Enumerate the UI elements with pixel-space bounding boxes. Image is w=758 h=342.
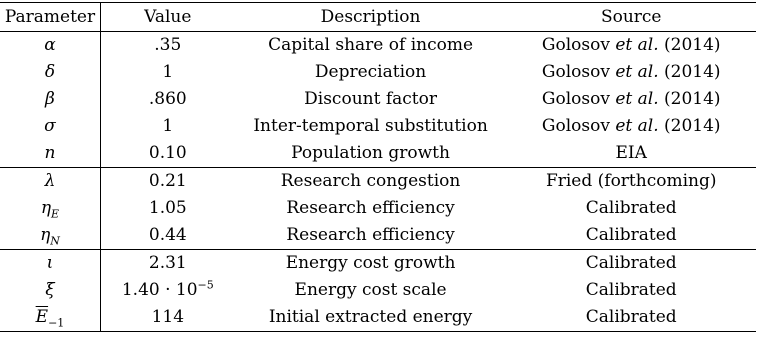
cell-source [506, 250, 756, 278]
value-text: 1 [162, 116, 174, 136]
cell-parameter [0, 113, 100, 140]
cell-parameter [0, 277, 100, 304]
source-italic: et al. [615, 116, 659, 136]
parameter-symbol: E [35, 307, 49, 327]
cell-description: Energy cost growth [235, 250, 507, 278]
parameter-symbol: n [44, 143, 56, 163]
header-description: Description [235, 3, 507, 32]
cell-parameter [0, 250, 100, 278]
table-body [0, 32, 756, 332]
cell-source [506, 168, 756, 196]
source-text: Golosov [541, 62, 616, 82]
header-value: Value [100, 3, 234, 32]
parameter-symbol: δ [44, 62, 56, 82]
table-row [0, 250, 756, 278]
source-year: (2014) [658, 116, 721, 136]
source-italic: et al. [615, 35, 659, 55]
cell-parameter [0, 222, 100, 250]
cell-value [100, 113, 234, 140]
cell-value [100, 222, 234, 250]
cell-description: Research efficiency [286, 198, 455, 218]
cell-value [100, 86, 234, 113]
source-text: Calibrated [585, 307, 677, 327]
value-text: 114 [151, 307, 185, 327]
cell-source [506, 222, 756, 250]
source-text: Calibrated [585, 280, 677, 300]
cell-description: Discount factor [304, 89, 437, 109]
cell-source [506, 195, 756, 222]
source-italic: et al. [615, 62, 659, 82]
table-row [0, 195, 756, 222]
table-row [0, 59, 756, 86]
header-parameter: Parameter [0, 3, 100, 32]
table-row [0, 86, 756, 113]
cell-description: Energy cost scale [294, 280, 447, 300]
source-text: Calibrated [585, 253, 677, 273]
cell-value [100, 140, 234, 168]
parameter-symbol: ι [46, 253, 54, 273]
cell-value [100, 168, 234, 196]
cell-description: Capital share of income [268, 35, 474, 55]
header-row [0, 3, 756, 32]
cell-description: Population growth [291, 143, 450, 163]
value-text: .35 [154, 35, 182, 55]
parameter-symbol: β [45, 89, 55, 109]
cell-source [506, 113, 756, 140]
cell-parameter [0, 168, 100, 196]
source-year: (2014) [658, 62, 721, 82]
value-text: 1.40 · 10 [121, 280, 198, 300]
cell-value [100, 59, 234, 86]
parameter-symbol: σ [44, 116, 56, 136]
cell-parameter [0, 140, 100, 168]
cell-description: Inter-temporal substitution [253, 116, 488, 136]
table-row [0, 277, 756, 304]
cell-value [100, 250, 234, 278]
source-text: EIA [615, 143, 647, 163]
value-exponent: −5 [197, 278, 214, 292]
cell-description: Research efficiency [286, 225, 455, 245]
value-text: .860 [148, 89, 187, 109]
source-text: Golosov [541, 116, 616, 136]
cell-source [506, 140, 756, 168]
parameter-symbol: ξ [45, 280, 55, 300]
value-text: 1.05 [148, 198, 187, 218]
cell-parameter [0, 32, 100, 60]
cell-description: Initial extracted energy [235, 304, 507, 332]
source-text: Golosov [541, 89, 616, 109]
source-italic: et al. [615, 89, 659, 109]
cell-parameter [0, 86, 100, 113]
table-row [0, 304, 756, 332]
cell-value [100, 277, 234, 304]
parameter-symbol: η [40, 225, 51, 245]
value-text: 2.31 [148, 253, 187, 273]
value-text: 0.44 [148, 225, 187, 245]
source-text: Calibrated [585, 198, 677, 218]
cell-value [100, 304, 234, 332]
cell-parameter [0, 195, 100, 222]
cell-description: Research congestion [235, 168, 507, 196]
parameter-table [0, 2, 756, 332]
cell-parameter [0, 304, 100, 332]
table-row [0, 168, 756, 196]
cell-source [506, 86, 756, 113]
cell-value [100, 32, 234, 60]
table-row [0, 32, 756, 60]
source-text: Fried (forthcoming) [545, 171, 717, 191]
parameter-symbol: α [44, 35, 56, 55]
parameter-subscript: N [50, 234, 60, 248]
source-text: Golosov [541, 35, 616, 55]
source-text: Calibrated [585, 225, 677, 245]
value-text: 1 [162, 62, 174, 82]
cell-value [100, 195, 234, 222]
value-text: 0.10 [148, 143, 187, 163]
table-row [0, 113, 756, 140]
cell-parameter [0, 59, 100, 86]
cell-source [506, 277, 756, 304]
parameter-symbol: η [40, 198, 52, 218]
cell-source [506, 32, 756, 60]
table-row [0, 222, 756, 250]
header-source: Source [506, 3, 756, 32]
source-year: (2014) [658, 35, 721, 55]
parameter-subscript: −1 [48, 316, 65, 330]
parameter-symbol: λ [44, 171, 56, 191]
table-row [0, 140, 756, 168]
source-year: (2014) [658, 89, 721, 109]
value-text: 0.21 [148, 171, 187, 191]
parameter-subscript: E [51, 207, 60, 221]
cell-source [506, 59, 756, 86]
table-header [0, 3, 756, 32]
cell-description: Depreciation [314, 62, 427, 82]
cell-source [506, 304, 756, 332]
